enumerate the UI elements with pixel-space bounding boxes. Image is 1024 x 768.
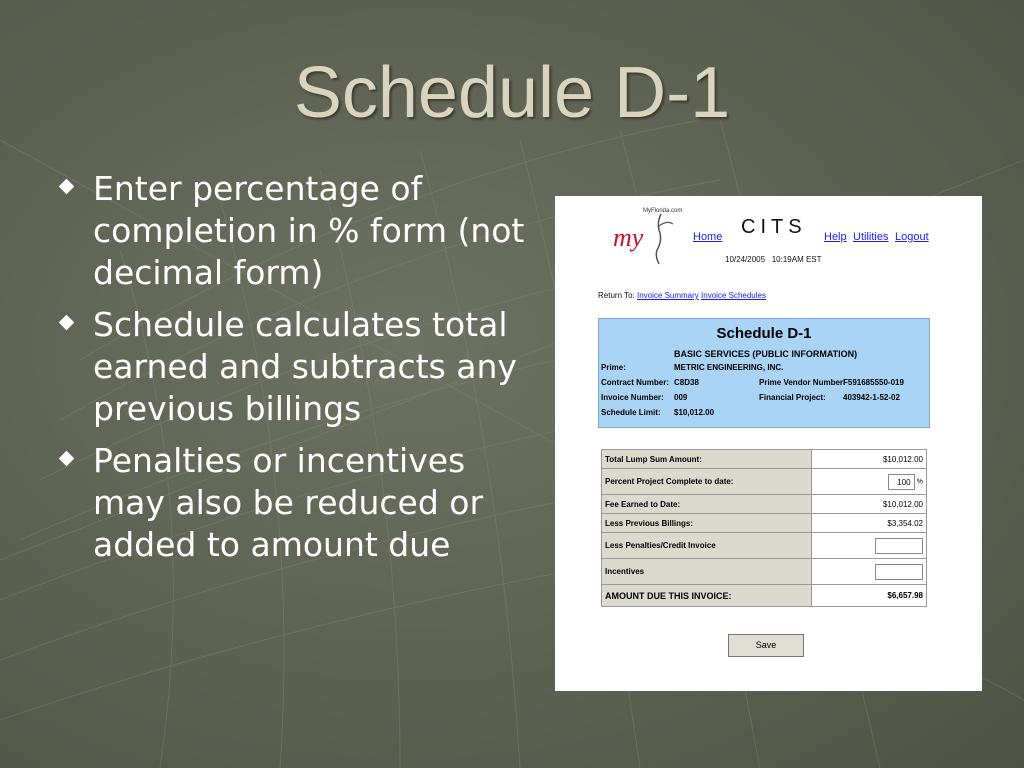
save-button[interactable]: Save — [728, 634, 804, 657]
bullet-item — [55, 304, 535, 430]
cits-screenshot — [555, 196, 982, 691]
logo-url: MyFlorida.com — [643, 208, 683, 214]
total-lump-value: $10,012.00 — [812, 450, 927, 469]
invoice-summary-link[interactable]: Invoice Summary — [637, 291, 699, 300]
incentives-label: Incentives — [602, 559, 812, 585]
total-lump-label: Total Lump Sum Amount: — [602, 450, 812, 469]
bullet-text: Schedule calculates total earned and subtracts any previous billings — [93, 305, 517, 428]
table-row — [602, 533, 927, 559]
incentives-input[interactable] — [875, 564, 923, 580]
percent-complete-input[interactable]: 100 — [888, 474, 915, 490]
table-row — [602, 495, 927, 514]
amount-due-value: $6,657.98 — [812, 585, 927, 607]
bullet-item — [55, 440, 535, 566]
bullet-item — [55, 168, 535, 294]
bullet-text: Penalties or incentives may also be reduced or added to amount due — [93, 441, 484, 564]
schedule-limit-value: $10,012.00 — [674, 408, 715, 417]
contract-label: Contract Number: — [601, 378, 670, 387]
help-link[interactable]: Help — [824, 231, 847, 243]
diamond-bullet-icon — [59, 315, 75, 331]
invoice-number-label: Invoice Number: — [601, 393, 664, 402]
app-name: CITS — [741, 216, 807, 238]
bullet-text: Enter percentage of completion in % form (not decimal form) — [93, 169, 525, 292]
penalties-input[interactable] — [875, 538, 923, 554]
return-to-bar — [598, 291, 766, 300]
return-to-label: Return To: — [598, 291, 635, 300]
amounts-table — [601, 449, 927, 607]
fee-earned-label: Fee Earned to Date: — [602, 495, 812, 514]
table-row — [602, 469, 927, 495]
logout-link[interactable]: Logout — [895, 231, 929, 243]
schedule-limit-label: Schedule Limit: — [601, 408, 661, 417]
penalties-cell — [812, 533, 927, 559]
utilities-link[interactable]: Utilities — [853, 231, 889, 243]
table-row — [602, 514, 927, 533]
date-text: 10/24/2005 — [725, 255, 766, 264]
previous-billings-label: Less Previous Billings: — [602, 514, 812, 533]
fee-earned-value: $10,012.00 — [812, 495, 927, 514]
vendor-value: F591685550-019 — [843, 378, 904, 387]
invoice-number-value: 009 — [674, 393, 688, 402]
home-link[interactable]: Home — [693, 231, 723, 243]
diamond-bullet-icon — [59, 179, 75, 195]
datetime — [725, 255, 822, 264]
previous-billings-value: $3,354.02 — [812, 514, 927, 533]
penalties-label: Less Penalties/Credit Invoice — [602, 533, 812, 559]
percent-complete-cell — [812, 469, 927, 495]
contract-value: C8D38 — [674, 378, 699, 387]
bullet-list — [55, 168, 535, 576]
prime-value: METRIC ENGINEERING, INC. — [674, 363, 784, 372]
logo-text: my — [613, 223, 644, 252]
schedule-title: Schedule D-1 — [716, 325, 812, 342]
amount-due-label: AMOUNT DUE THIS INVOICE: — [602, 585, 812, 607]
schedule-subtitle: BASIC SERVICES (PUBLIC INFORMATION) — [674, 349, 858, 359]
percent-complete-label: Percent Project Complete to date: — [602, 469, 812, 495]
slide-title: Schedule D-1 — [293, 53, 731, 133]
invoice-schedules-link[interactable]: Invoice Schedules — [701, 291, 766, 300]
schedule-header-panel — [598, 318, 930, 428]
table-row — [602, 585, 927, 607]
incentives-cell — [812, 559, 927, 585]
table-row — [602, 559, 927, 585]
table-row — [602, 450, 927, 469]
myflorida-logo-icon — [611, 206, 681, 266]
diamond-bullet-icon — [59, 451, 75, 467]
percent-sign: % — [916, 478, 923, 485]
time-text: 10:19AM EST — [771, 255, 822, 264]
vendor-label: Prime Vendor Number: — [759, 378, 846, 387]
financial-project-value: 403942-1-52-02 — [843, 393, 900, 402]
financial-project-label: Financial Project: — [759, 393, 826, 402]
prime-label: Prime: — [601, 363, 626, 372]
